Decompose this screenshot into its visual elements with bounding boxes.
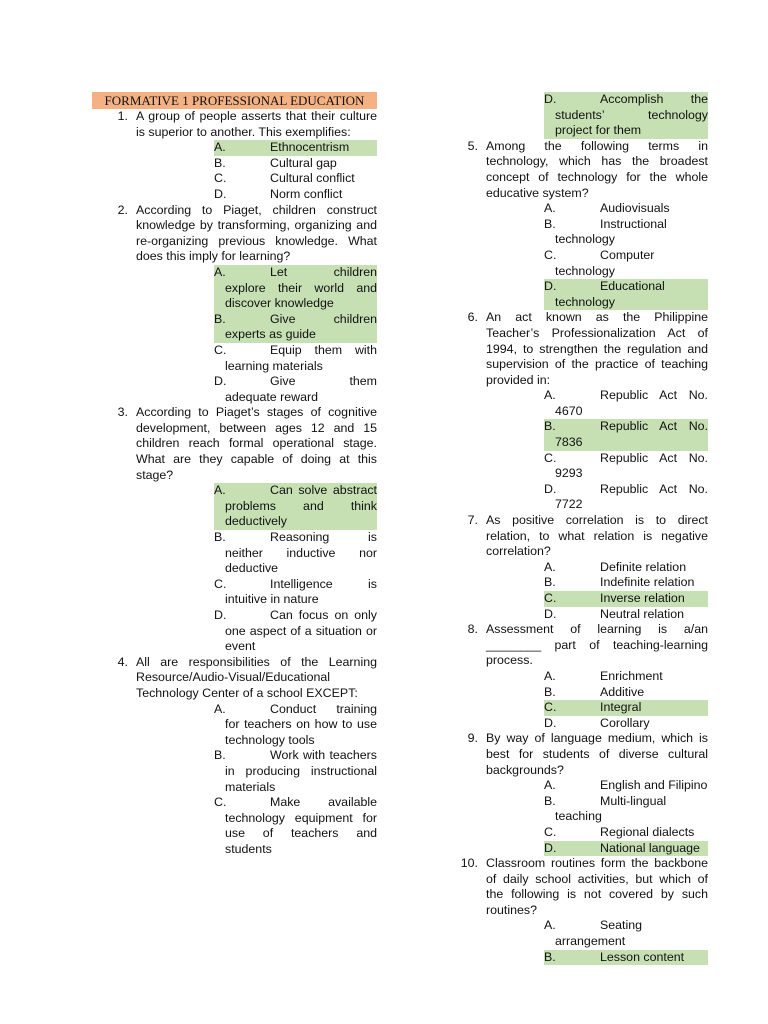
question-text: According to Piaget’s stages of cognitive development, between ages 12 and 15 children reach formal operational stage. What are they capable of doing at this stage? (136, 405, 377, 482)
option-b (544, 794, 708, 825)
option-letter: B. (544, 419, 556, 434)
option-c: C. Integral (544, 700, 708, 716)
question-number: 2. (117, 202, 128, 217)
question-1 (92, 109, 377, 140)
question-7 (442, 513, 708, 560)
question-text: Classroom routines form the backbone of daily school activities, but which of the following is not covered by such routines? (486, 856, 708, 917)
option-letter: B. (214, 311, 226, 326)
option-d (544, 279, 708, 310)
right-column (442, 92, 708, 965)
option-letter: D. (214, 608, 227, 622)
question-number: 5. (467, 138, 478, 153)
question-number: 6. (467, 310, 478, 325)
question-6 (442, 310, 708, 388)
question-text: According to Piaget, children construct knowledge by transforming, organizing and re-organizing previous knowledge. What does this imply for learning? (136, 202, 377, 264)
question-4 (92, 655, 377, 702)
option-b: B. Additive (544, 684, 645, 699)
option-text: Let children explore their world and discover knowledge (225, 264, 377, 311)
option-text: Republic Act No. 7722 (555, 481, 708, 512)
option-letter: A. (214, 264, 226, 279)
option-c (544, 451, 708, 482)
option-text: Republic Act No. 7836 (555, 419, 708, 450)
option-d (214, 374, 377, 405)
option-text: Conduct training for teachers on how to use technology tools (225, 701, 377, 747)
question-text: An act known as the Philippine Teacher’s Professionalization Act of 1994, to strengthen the regulation and supervision of the practice of teaching provided in: (486, 310, 708, 387)
option-a: A. Audiovisuals (544, 201, 670, 216)
question-number: 4. (117, 654, 128, 669)
option-b (544, 217, 708, 248)
option-a: A. Ethnocentrism (214, 140, 377, 156)
question-number: 8. (467, 622, 478, 637)
option-text: Can solve abstract problems and think deductively (225, 483, 377, 529)
option-b: B. Lesson content (544, 950, 708, 966)
question-text: All are responsibilities of the Learning Resource/Audio-Visual/Educational Technology Center of a school EXCEPT: (136, 654, 377, 700)
option-text: Reasoning is neither inductive nor deductive (225, 530, 377, 576)
question-number: 3. (117, 405, 128, 420)
question-number: 10. (460, 856, 478, 871)
option-d (544, 92, 708, 139)
option-text: Give children experts as guide (225, 311, 377, 342)
question-text: By way of language medium, which is best for students of diverse cultural backgrounds? (486, 731, 708, 777)
option-c (214, 795, 377, 857)
option-text: Computer technology (555, 247, 655, 278)
option-text: Intelligence is intuitive in nature (225, 576, 377, 607)
options-8 (544, 669, 708, 731)
option-a (544, 918, 708, 949)
options-5 (544, 201, 708, 310)
option-letter: B. (544, 216, 556, 231)
question-text: Assessment of learning is a/an ________ part of teaching-learning process. (486, 622, 708, 668)
option-d: D. Norm conflict (214, 186, 343, 201)
question-text: As positive correlation is to direct relation, to what relation is negative correlation? (486, 513, 708, 559)
option-letter: C. (214, 342, 227, 357)
question-text: A group of people asserts that their culture is superior to another. This exemplifies: (136, 109, 377, 139)
option-text: Accomplish the students’ technology project for them (555, 92, 708, 138)
left-column (92, 92, 377, 858)
option-letter: D. (544, 481, 557, 496)
option-letter: B. (214, 530, 226, 545)
option-text: Instructional technology (555, 216, 667, 247)
option-text: Give them adequate reward (225, 374, 377, 404)
option-c (214, 577, 377, 608)
option-a (214, 265, 377, 312)
option-letter: C. (214, 795, 227, 810)
option-d: D. Neutral relation (544, 606, 685, 621)
option-letter: B. (214, 748, 226, 763)
options-7 (544, 560, 708, 622)
option-d (544, 482, 708, 513)
option-text: Educational technology (555, 279, 665, 309)
option-text: Can focus on only one aspect of a situation or event (225, 608, 377, 654)
option-c (214, 343, 377, 374)
question-9 (442, 731, 708, 778)
option-b (214, 530, 377, 577)
option-c (544, 248, 708, 279)
option-letter: A. (214, 483, 226, 498)
option-b: B. Cultural gap (214, 155, 337, 170)
option-b: B. Indefinite relation (544, 575, 695, 590)
option-d: D. Corollary (544, 715, 650, 730)
options-6 (544, 388, 708, 513)
option-text: Work with teachers in producing instructional materials (225, 748, 377, 794)
option-a: A. Enrichment (544, 668, 663, 683)
options-4 (214, 702, 377, 858)
question-number: 9. (467, 731, 478, 746)
option-letter: B. (544, 793, 556, 808)
question-5 (442, 139, 708, 201)
option-letter: A. (214, 701, 226, 716)
option-a (544, 388, 708, 419)
option-letter: C. (544, 450, 557, 465)
option-letter: A. (544, 778, 556, 793)
option-letter: A. (544, 918, 556, 933)
option-letter: A. (544, 388, 556, 403)
option-d (214, 608, 377, 655)
option-letter: D. (544, 92, 557, 106)
option-letter: D. (544, 279, 557, 294)
option-d: D. National language (544, 841, 708, 857)
option-c: C. Inverse relation (544, 591, 708, 607)
options-2 (214, 265, 377, 405)
options-1 (214, 140, 377, 202)
options-4-continued (544, 92, 708, 139)
option-text: Multi-lingual teaching (555, 793, 667, 824)
option-text: Republic Act No. 4670 (555, 388, 708, 418)
option-text: English and Filipino (600, 778, 708, 793)
option-text: Equip them with learning materials (225, 342, 377, 373)
option-a (544, 778, 708, 794)
option-text: Seating arrangement (555, 918, 643, 949)
option-letter: C. (214, 576, 227, 591)
options-10 (544, 918, 708, 965)
question-2 (92, 203, 377, 265)
question-10 (442, 856, 708, 918)
question-number: 7. (467, 513, 478, 528)
option-letter: C. (544, 247, 557, 262)
question-number: 1. (117, 109, 128, 123)
option-b (214, 312, 377, 343)
options-9 (544, 778, 708, 856)
options-3 (214, 483, 377, 655)
option-b (544, 419, 708, 450)
option-a (214, 483, 377, 530)
option-c: C. Regional dialects (544, 824, 695, 839)
option-b (214, 748, 377, 795)
option-c: C. Cultural conflict (214, 171, 355, 186)
option-text: Republic Act No. 9293 (555, 450, 708, 481)
question-3 (92, 405, 377, 483)
option-text: Make available technology equipment for use of teachers and students (225, 795, 377, 856)
option-letter: D. (214, 374, 227, 389)
option-a: A. Definite relation (544, 559, 687, 574)
page-title: FORMATIVE 1 PROFESSIONAL EDUCATION (92, 92, 377, 109)
question-text: Among the following terms in technology, which has the broadest concept of technology for the whole educative system? (486, 138, 708, 200)
question-8 (442, 622, 708, 669)
option-a (214, 702, 377, 749)
